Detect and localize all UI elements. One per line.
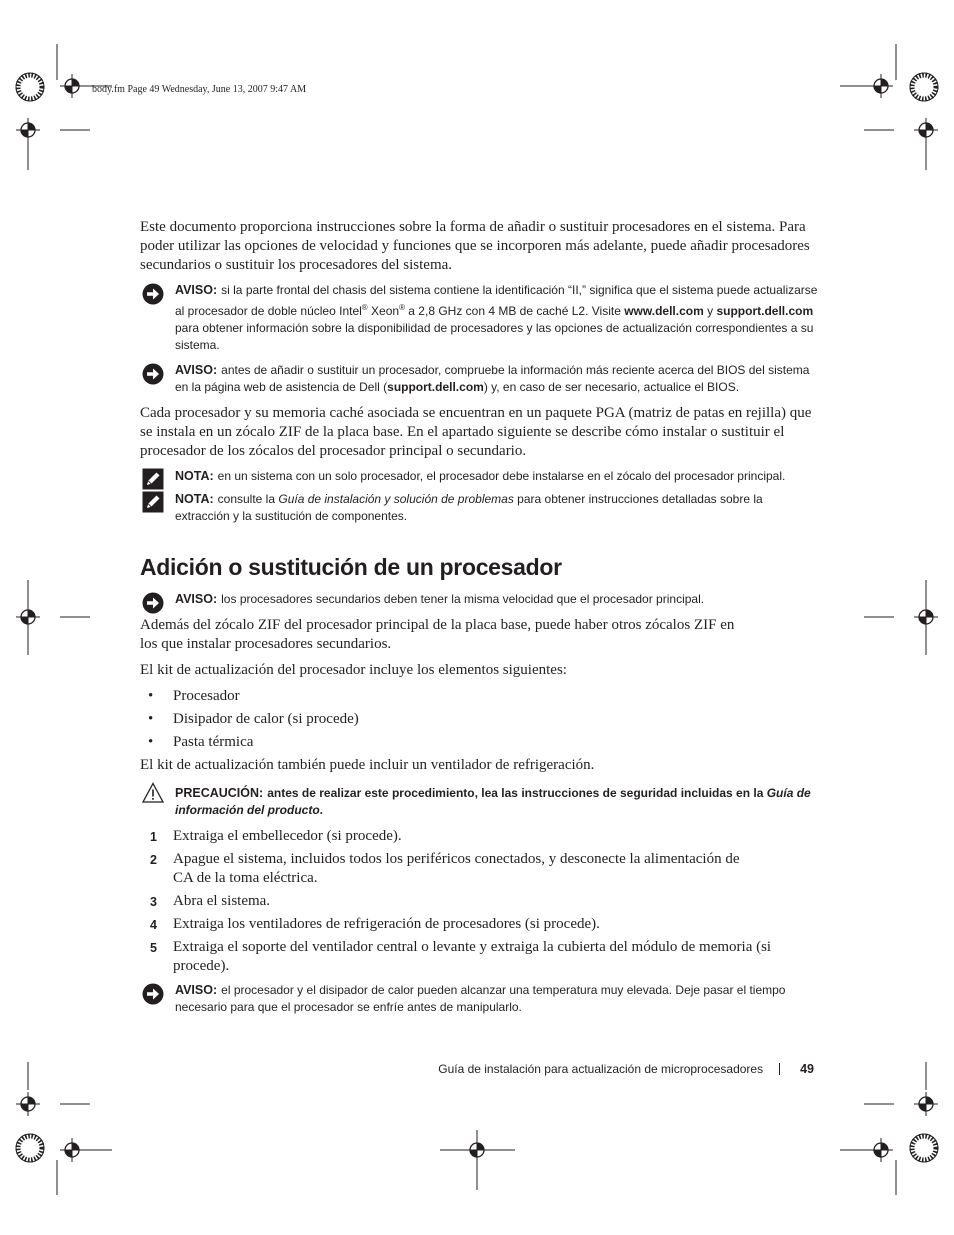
step-text: Extraiga los ventiladores de refrigeración de procesadores (si procede).: [173, 916, 600, 932]
caution: [140, 785, 820, 819]
step-item: [140, 938, 818, 976]
notice-text: Xeon: [367, 304, 400, 318]
notice-2: [140, 362, 820, 396]
guide-title: Guía de instalación y solución de problemas: [278, 492, 514, 506]
note-pencil-icon: [142, 491, 164, 513]
notice-arrow-icon: [142, 592, 164, 614]
step-item: [140, 915, 820, 934]
guide-title: Guía de información del producto: [175, 786, 811, 817]
notice-1: [140, 282, 820, 354]
zif-paragraph: Además del zócalo ZIF del procesador principal de la placa base, puede haber otros zócalos ZIF en los que instalar procesadores secundarios.: [140, 617, 735, 652]
step-number: 2: [150, 853, 157, 867]
note-text: consulte la: [217, 492, 279, 506]
notice-text: a 2,8 GHz con 4 MB de caché L2. Visite: [404, 304, 625, 318]
step-item: [140, 827, 820, 846]
dell-link[interactable]: www.dell.com: [624, 304, 704, 318]
fan-paragraph: El kit de actualización también puede incluir un ventilador de refrigeración.: [140, 757, 595, 773]
note-label: NOTA:: [175, 469, 214, 483]
notice-arrow-icon: [142, 363, 164, 385]
notice-label: AVISO:: [175, 363, 218, 377]
step-number: 1: [150, 830, 157, 844]
step-item: [140, 892, 820, 911]
note-label: NOTA:: [175, 492, 214, 506]
support-link[interactable]: support.dell.com: [387, 380, 484, 394]
step-text: Extraiga el soporte del ventilador central o levante y extraiga la cubierta del módulo de memoria (si procede).: [173, 939, 772, 974]
kit-list: [140, 687, 820, 752]
list-item: • Disipador de calor (si procede): [140, 710, 820, 729]
caution-text: .: [319, 803, 324, 817]
notice-label: AVISO:: [175, 592, 218, 606]
registered-mark: ®: [361, 303, 368, 312]
caution-label: PRECAUCIÓN:: [175, 786, 264, 800]
notice-text: el procesador y el disipador de calor pueden alcanzar una temperatura muy elevada. Deje pasar el tiempo necesario para que el procesador se enfríe antes de manipularlo.: [175, 983, 786, 1014]
notice-arrow-icon: [142, 283, 164, 305]
notice-text: ) y, en caso de ser necesario, actualice el BIOS.: [483, 380, 740, 394]
pga-paragraph: Cada procesador y su memoria caché asociada se encuentran en un paquete PGA (matriz de patas en rejilla) que se instala en un zócalo ZIF de la placa base. En el apartado siguiente se describe cómo instalar o sustituir el procesador de los zócalos del procesador principal o secundario.: [140, 405, 812, 459]
note-2: [140, 491, 820, 525]
support-link[interactable]: support.dell.com: [716, 304, 814, 318]
note-text: para obtener instrucciones detalladas sobre la extracción y la sustitución de componentes.: [175, 492, 763, 523]
note-text: en un sistema con un solo procesador, el procesador debe instalarse en el zócalo del procesador principal.: [217, 469, 786, 483]
notice-text: los procesadores secundarios deben tener la misma velocidad que el procesador principal.: [221, 592, 705, 606]
step-number: 5: [150, 941, 157, 955]
notice-3: [140, 591, 820, 608]
step-number: 4: [150, 918, 157, 932]
kit-intro: El kit de actualización del procesador incluye los elementos siguientes:: [140, 662, 567, 678]
step-text: Abra el sistema.: [173, 893, 271, 909]
step-number: 3: [150, 895, 157, 909]
notice-text: antes de añadir o sustituir un procesador, compruebe la información más reciente acerca del BIOS del sistema en la página web de asistencia de Dell (: [175, 363, 810, 394]
notice-text: si la parte frontal del chasis del sistema contiene la identificación “II,” significa que el sistema puede actualizarse al procesador de doble núcleo Intel: [175, 283, 818, 318]
note-pencil-icon: [142, 468, 164, 490]
procedure-steps: [140, 827, 820, 976]
page-number: 49: [800, 1062, 814, 1076]
registered-mark: ®: [399, 303, 405, 312]
list-item: • Procesador: [140, 687, 820, 706]
notice-text: para obtener información sobre la disponibilidad de procesadores y las opciones de actualización correspondientes a su sistema.: [175, 321, 814, 352]
notice-text: y: [703, 304, 717, 318]
step-text: Apague el sistema, incluidos todos los periféricos conectados, y desconecte la alimentación de CA de la toma eléctrica.: [173, 851, 740, 886]
caution-text: antes de realizar este procedimiento, lea las instrucciones de seguridad incluidas en la: [267, 786, 767, 800]
page-footer: [438, 1062, 814, 1076]
footer-title: Guía de instalación para actualización de microprocesadores: [438, 1062, 764, 1076]
step-text: Extraiga el embellecedor (si procede).: [173, 828, 402, 844]
notice-label: AVISO:: [175, 983, 218, 997]
step-item: [140, 850, 748, 888]
note-1: [140, 468, 820, 485]
notice-arrow-icon: [142, 983, 164, 1005]
page-content: [140, 218, 820, 1024]
intro-paragraph: Este documento proporciona instrucciones sobre la forma de añadir o sustituir procesadores en el sistema. Para poder utilizar las opciones de velocidad y funciones que se incorporen más adelante, puede añadir procesadores secundarios o sustituir los procesadores del sistema.: [140, 219, 810, 273]
notice-4: [140, 982, 820, 1016]
notice-label: AVISO:: [175, 283, 218, 297]
print-slug: body.fm Page 49 Wednesday, June 13, 2007 9:47 AM: [92, 84, 307, 95]
footer-divider: [779, 1063, 780, 1075]
caution-triangle-icon: [142, 782, 164, 804]
section-heading: Adición o sustitución de un procesador: [140, 554, 562, 580]
list-item: • Pasta térmica: [140, 733, 820, 752]
